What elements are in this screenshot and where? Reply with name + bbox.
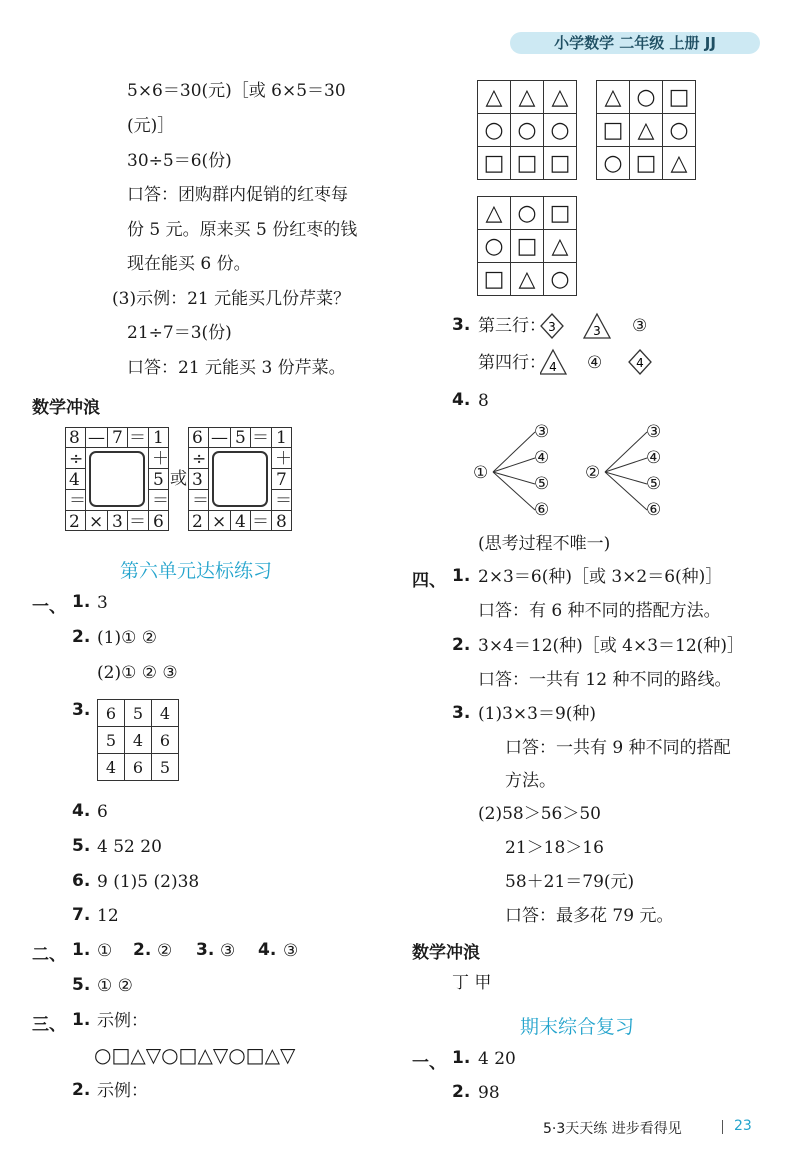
tree-leaf: ③ [646,422,662,442]
unit6-title: 第六单元达标练习 [120,560,273,582]
shape-cell: △ [478,197,511,230]
shape-cell: □ [597,114,630,147]
frame-cell: 2 [69,512,80,532]
tree-root: ① [473,463,489,483]
tree-leaf: ⑤ [646,474,662,494]
shape-cell: △ [663,147,696,180]
question-number: 2. [133,940,152,960]
tree-diagram-2 [587,420,687,520]
answer: 3 [97,593,108,613]
shape-cell: △ [478,81,511,114]
frame-cell: ÷ [192,449,207,469]
text-line: 5×6＝30(元)［或 6×5＝30 [127,81,346,101]
mark-text: 3 [548,320,556,334]
shape-cell: ○ [511,114,544,147]
frame-cell: × [89,512,104,532]
question-number: 3. [452,315,471,335]
text-line: (元)］ [127,116,175,136]
row-label: 第四行： [478,353,546,373]
frame-cell: ＝ [129,512,146,532]
answer: 6 [97,802,108,822]
shape-grid [477,80,577,180]
frame-cell: 5 [153,470,164,490]
frame-cell: ＝ [192,491,209,511]
text-line: 口答：团购群内促销的红枣每 [127,185,348,205]
shape-grid-a [477,80,577,180]
frame-cell: ＝ [252,512,269,532]
shape-cell: □ [544,197,577,230]
shape-cell: □ [478,147,511,180]
frame-cell: 6 [153,512,164,532]
answer: 示例： [97,1011,148,1031]
shape-cell: ○ [478,114,511,147]
question-number: 1. [452,566,471,586]
frame-cell: 3 [192,470,203,490]
answer: (2)58＞56＞50 [478,804,601,824]
number-grid [97,699,179,781]
frame-cell: ＋ [152,449,169,469]
shape-cell: ○ [511,197,544,230]
answer: (1)① ② [97,628,157,648]
tree-branch [493,432,535,472]
frame-cell: 3 [112,512,123,532]
frame-puzzle-2 [188,427,292,531]
question-number: 6. [72,871,91,891]
answer: 方法。 [505,771,556,791]
frame-cell: 8 [276,512,287,532]
grid-cell: 5 [152,754,179,781]
shape-cell: ○ [478,230,511,263]
shape-grid-c [477,196,577,296]
shape-grid [477,196,577,296]
mark-text: 4 [636,356,644,370]
shape-cell: △ [511,263,544,296]
question-number: 3. [72,700,91,720]
answer: ③ [283,941,299,961]
grid-cell: 5 [98,727,125,754]
tree-leaf: ⑥ [646,500,662,520]
text-line: 份 5 元。原来买 5 份红枣的钱 [127,220,358,240]
text-line: 30÷5＝6(份) [127,151,232,171]
grid-cell: 4 [152,700,179,727]
part-label: 二、 [32,945,66,965]
tree-leaf: ④ [534,448,550,468]
grid-cell: 4 [125,727,152,754]
grid-cell: 6 [152,727,179,754]
frame-cell: 1 [276,428,287,448]
question-number: 2. [452,635,471,655]
question-number: 5. [72,836,91,856]
circled-number: ④ [587,353,603,373]
frame-cell: 1 [153,428,164,448]
frame-cell: 4 [235,512,246,532]
answer: 21＞18＞16 [505,838,604,858]
question-number: 1. [452,1048,471,1068]
part-label: 一、 [32,597,66,617]
answer: ② [157,941,173,961]
tree-leaf: ⑥ [534,500,550,520]
text-line: 21÷7＝3(份) [127,323,232,343]
question-number: 2. [72,627,91,647]
grid-cell: 6 [125,754,152,781]
question-number: 4. [72,801,91,821]
frame-puzzle-1 [65,427,169,531]
question-number: 4. [452,390,471,410]
answer: 丁 甲 [452,973,492,993]
frame-cell: — [211,428,228,448]
answer: 示例： [97,1081,148,1101]
footer-divider [722,1120,723,1134]
row3-symbols [540,312,670,340]
final-review-title: 期末综合复习 [520,1016,635,1038]
frame-cell: ＝ [129,428,146,448]
question-number: 1. [72,1010,91,1030]
answer: 98 [478,1083,500,1103]
mark-text: 4 [549,360,557,374]
circled-number: ③ [632,316,648,336]
question-number: 2. [452,1082,471,1102]
footer-brand: 5·3天天练 进步看得见 [543,1121,682,1137]
answer: (1)3×3＝9(种) [478,704,597,724]
question-number: 4. [258,940,277,960]
question-number: 2. [72,1080,91,1100]
answer: 3×4＝12(种)［或 4×3＝12(种)］ [478,636,744,656]
header-badge: 小学数学 二年级 上册 JJ [510,32,760,54]
mark-text: 3 [593,324,601,338]
tree-leaf: ⑤ [534,474,550,494]
shape-cell: △ [630,114,663,147]
answer: 口答：一共有 9 种不同的搭配 [505,738,731,758]
frame-cell: ＝ [152,491,169,511]
shape-cell: □ [478,263,511,296]
question-number: 3. [452,703,471,723]
answer: ① [97,941,113,961]
shape-cell: △ [597,81,630,114]
shape-cell: ○ [597,147,630,180]
part-label: 一、 [412,1053,446,1073]
question-number: 3. [196,940,215,960]
answer: 9 (1)5 (2)38 [97,872,200,892]
answer: 口答：有 6 种不同的搭配方法。 [478,601,721,621]
shape-cell: □ [544,147,577,180]
tree-branch [493,458,535,472]
question-number: 7. [72,905,91,925]
answer: 12 [97,906,119,926]
answer: ① ② [97,976,133,996]
text-line: 现在能买 6 份。 [127,254,251,274]
tree-branch [605,432,647,472]
frame-cell: ÷ [69,449,84,469]
row4-symbols [540,348,670,376]
grid-cell: 4 [98,754,125,781]
or-label: 或 [170,469,187,489]
frame-cell: 2 [192,512,203,532]
frame-cell: ＝ [275,491,292,511]
shape-cell: △ [544,81,577,114]
frame-cell: 5 [235,428,246,448]
frame-cell: 7 [112,428,123,448]
frame-cell: ＝ [252,428,269,448]
grid-cell: 6 [98,700,125,727]
frame-cell: 8 [69,428,80,448]
answer: (2)① ② ③ [97,663,178,683]
shape-cell: □ [663,81,696,114]
question-number: 1. [72,940,91,960]
answer: 4 52 20 [97,837,162,857]
answer: 4 20 [478,1049,516,1069]
section-title: 数学冲浪 [32,398,100,418]
shape-grid-b [596,80,696,180]
tree-diagram-1 [475,420,575,520]
frame-cell: 4 [69,470,80,490]
tree-branch [605,458,647,472]
frame-cell: — [88,428,105,448]
answer: 8 [478,391,489,411]
answer: 2×3＝6(种)［或 3×2＝6(种)］ [478,567,723,587]
shape-cell: ○ [544,263,577,296]
section-title: 数学冲浪 [412,943,480,963]
row-label: 第三行： [478,316,546,336]
shape-grid [596,80,696,180]
text-line: (3)示例：21 元能买几份芹菜？ [112,289,351,309]
shape-cell: △ [511,81,544,114]
page-number: 23 [734,1118,752,1134]
shape-cell: △ [544,230,577,263]
shape-cell: ○ [630,81,663,114]
frame-cell: ＋ [275,449,292,469]
text-line: 口答：21 元能买 3 份芹菜。 [127,358,346,378]
answer: 口答：一共有 12 种不同的路线。 [478,670,732,690]
answer: ③ [220,941,236,961]
shape-cell: □ [630,147,663,180]
frame-cell: 7 [276,470,287,490]
part-label: 四、 [412,571,446,591]
answer: 58＋21＝79(元) [505,872,635,892]
shape-cell: □ [511,147,544,180]
tree-root: ② [585,463,601,483]
tree-leaf: ③ [534,422,550,442]
question-number: 1. [72,592,91,612]
shape-cell: ○ [663,114,696,147]
shape-cell: ○ [544,114,577,147]
tree-leaf: ④ [646,448,662,468]
grid-cell: 5 [125,700,152,727]
question-number: 5. [72,975,91,995]
frame-cell: × [212,512,227,532]
frame-cell: 6 [192,428,203,448]
shape-sequence: ○□△▽○□△▽○□△▽ [94,1043,296,1067]
part-label: 三、 [32,1015,66,1035]
shape-cell: □ [511,230,544,263]
answer: 口答：最多花 79 元。 [505,906,674,926]
tree-note: (思考过程不唯一) [478,534,611,554]
frame-cell: ＝ [69,491,86,511]
